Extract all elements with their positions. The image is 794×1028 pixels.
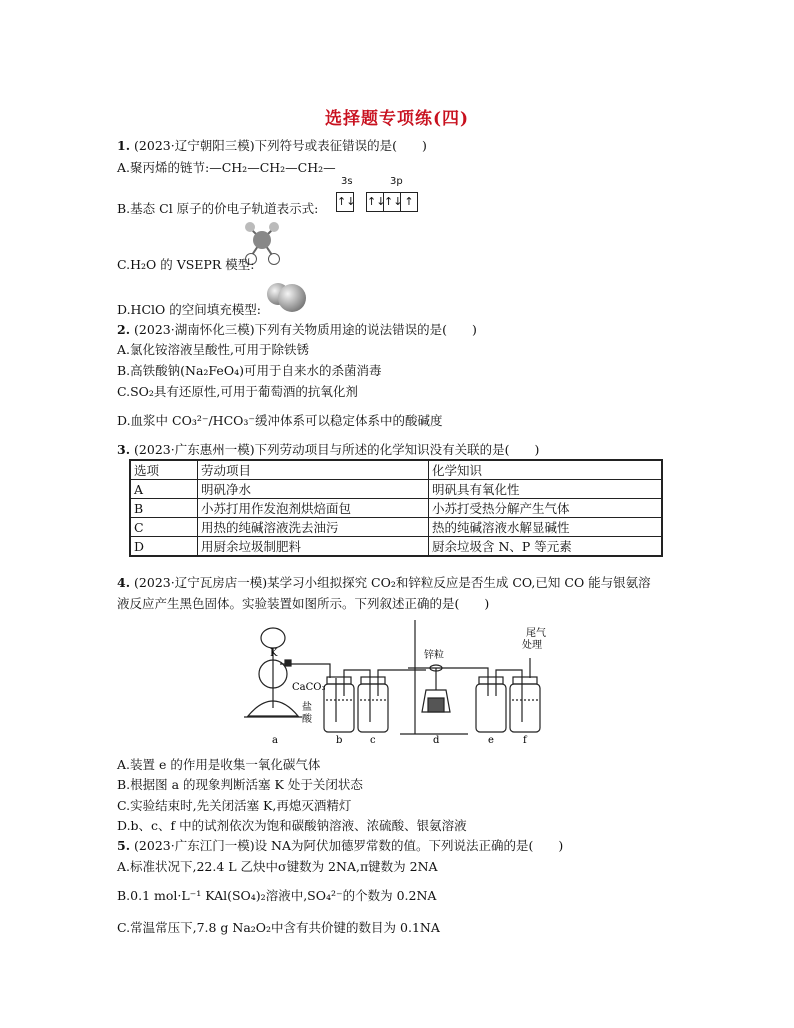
table-cell: 小苏打用作发泡剂烘焙面包 [198, 499, 429, 518]
q3-stem-text: (2023·广东惠州一模)下列劳动项目与所述的化学知识没有关联的是( ) [134, 442, 540, 457]
label-e: e [488, 735, 494, 746]
q3-number: 3. [117, 442, 131, 457]
orbital-3p-cell-3: ↑ [400, 193, 417, 211]
label-k: K [270, 648, 278, 659]
table-cell: B [130, 499, 198, 518]
table-cell: 热的纯碱溶液水解显碱性 [429, 518, 663, 537]
orbital-3p-cell-1: ↑↓ [367, 195, 386, 208]
hclo-space-filling-model [262, 278, 308, 314]
table-row [130, 480, 662, 499]
q5-option-b: B.0.1 mol·L⁻¹ KAl(SO₄)₂溶液中,SO₄²⁻的个数为 0.2NA [117, 888, 437, 903]
table-header-cell: 选项 [130, 460, 198, 480]
label-a: a [272, 735, 278, 746]
label-acid-1: 盐 [302, 702, 312, 713]
table-cell: 小苏打受热分解产生气体 [429, 499, 663, 518]
table-cell: 用热的纯碱溶液洗去油污 [198, 518, 429, 537]
label-b: b [336, 735, 343, 746]
orbital-3s-cell: ↑↓ [337, 195, 356, 208]
q5-option-a: A.标准状况下,22.4 L 乙炔中σ键数为 2NA,π键数为 2NA [117, 859, 438, 874]
table-cell: 厨余垃圾含 N、P 等元素 [429, 537, 663, 557]
q4-option-c: C.实验结束时,先关闭活塞 K,再熄灭酒精灯 [117, 798, 352, 813]
q2-option-a: A.氯化铵溶液呈酸性,可用于除铁锈 [117, 342, 309, 357]
label-caco3: CaCO₃ [292, 682, 326, 693]
apparatus-diagram [240, 616, 560, 752]
table-header-cell: 劳动项目 [198, 460, 429, 480]
orbital-3s-box [336, 192, 354, 212]
q3-stem [117, 440, 539, 458]
q4-stem-line1 [117, 573, 651, 591]
table-cell: 明矾净水 [198, 480, 429, 499]
table-row [130, 518, 662, 537]
q2-option-c: C.SO₂具有还原性,可用于葡萄酒的抗氧化剂 [117, 384, 358, 399]
q1-option-c: C.H₂O 的 VSEPR 模型: [117, 257, 255, 272]
label-acid-2: 酸 [302, 714, 312, 725]
label-tail-2: 处理 [522, 640, 542, 651]
q1-option-b: B.基态 Cl 原子的价电子轨道表示式: [117, 201, 319, 216]
table-header-row [130, 460, 662, 480]
q5-option-c: C.常温常压下,7.8 g Na₂O₂中含有共价键的数目为 0.1NA [117, 920, 440, 935]
table-header-cell: 化学知识 [429, 460, 663, 480]
table-cell: 用厨余垃圾制肥料 [198, 537, 429, 557]
q4-option-b: B.根据图 a 的现象判断活塞 K 处于关闭状态 [117, 777, 363, 792]
q2-option-b: B.高铁酸钠(Na₂FeO₄)可用于自来水的杀菌消毒 [117, 363, 382, 378]
q1-stem [117, 136, 427, 154]
q5-number: 5. [117, 838, 131, 853]
q4-stem-line2: 液反应产生黑色固体。实验装置如图所示。下列叙述正确的是( ) [117, 596, 490, 611]
q4-option-d: D.b、c、f 中的试剂依次为饱和碳酸钠溶液、浓硫酸、银氨溶液 [117, 818, 467, 833]
label-zinc: 锌粒 [424, 650, 444, 661]
q4-stem-text-1: (2023·辽宁瓦房店一模)某学习小组拟探究 CO₂和锌粒反应是否生成 CO,已知 CO 能与银氨溶 [134, 575, 651, 590]
orbital-3p-cell-2: ↑↓ [383, 193, 400, 211]
table-cell: C [130, 518, 198, 537]
q1-number: 1. [117, 138, 131, 153]
q2-option-d: D.血浆中 CO₃²⁻/HCO₃⁻缓冲体系可以稳定体系中的酸碱度 [117, 413, 443, 428]
q2-number: 2. [117, 322, 131, 337]
label-c: c [370, 735, 376, 746]
q5-stem-text: (2023·广东江门一模)设 NA为阿伏加德罗常数的值。下列说法正确的是( ) [134, 838, 564, 853]
label-tail-1: 尾气 [526, 628, 546, 639]
q1-stem-text: (2023·辽宁朝阳三模)下列符号或表征错误的是( ) [134, 138, 427, 153]
q1-option-a [117, 158, 336, 176]
table-row [130, 537, 662, 557]
table-cell: D [130, 537, 198, 557]
q1-a-text: A.聚丙烯的链节: [117, 160, 210, 175]
orbital-3p-boxes [366, 192, 418, 212]
q1-a-chain: —CH₂—CH₂—CH₂— [209, 160, 336, 175]
label-d: d [433, 735, 440, 746]
page-title: 选择题专项练(四) [324, 109, 470, 129]
q2-stem-text: (2023·湖南怀化三模)下列有关物质用途的说法错误的是( ) [134, 322, 477, 337]
q4-number: 4. [117, 575, 131, 590]
q1-option-d: D.HClO 的空间填充模型: [117, 302, 261, 317]
q2-stem [117, 320, 477, 338]
orbital-3p-label: 3p [390, 176, 403, 187]
table-row [130, 499, 662, 518]
q5-stem [117, 836, 563, 854]
table-cell: A [130, 480, 198, 499]
q3-table [129, 459, 663, 557]
table-cell: 明矾具有氧化性 [429, 480, 663, 499]
label-f: f [523, 735, 527, 746]
q4-option-a: A.装置 e 的作用是收集一氧化碳气体 [117, 757, 321, 772]
orbital-3s-label: 3s [341, 176, 353, 187]
